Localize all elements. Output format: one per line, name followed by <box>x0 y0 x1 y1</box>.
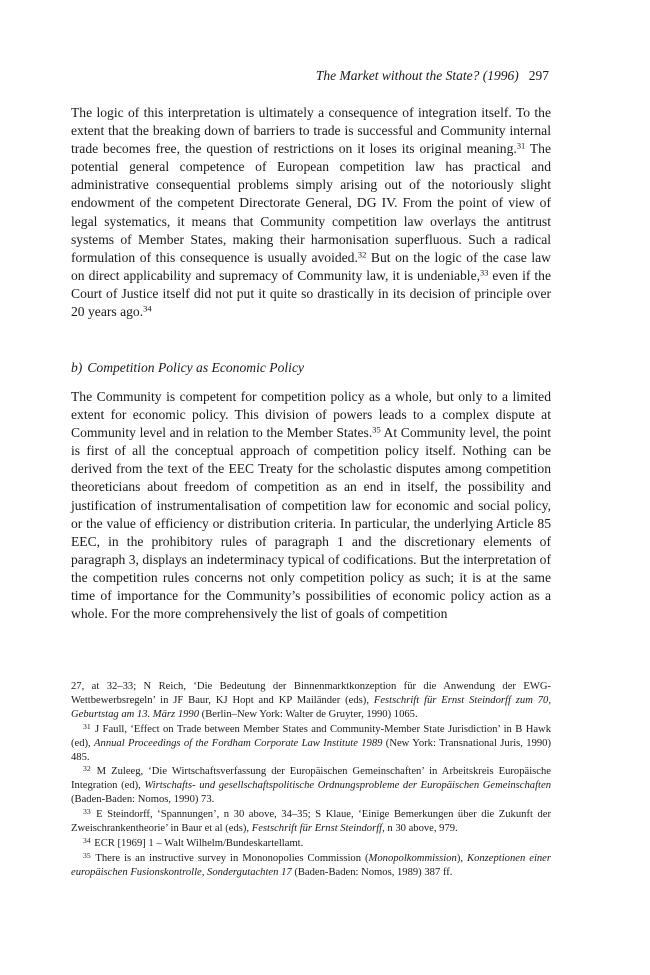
footnote-number: 35 <box>83 850 91 860</box>
footnote <box>71 837 551 851</box>
text-run: M Zuleeg, ‘Die Wirtschaftsverfassung der Europäischen Gemeinschaften’ in Arbeitskreis Europäische Integration (ed), <box>71 766 551 792</box>
body-paragraph-2 <box>71 388 551 623</box>
text-run: The logic of this interpretation is ultimately a consequence of integration itself. To the extent that the breaking down of barriers to trade is successful and Community internal trade becomes free, the question of restrictions on it loses its original meaning. <box>71 105 551 157</box>
text-run: ), <box>456 852 467 864</box>
text-run: But on the logic of the case law on direct applicability and supremacy of Community law, it is undeniable, <box>71 249 551 283</box>
page-number: 297 <box>528 68 549 83</box>
footnote <box>71 723 551 765</box>
text-run: , n 30 above, 979. <box>382 823 458 835</box>
footnote-number: 33 <box>83 807 91 817</box>
italic-citation: Monopolkommission <box>368 852 457 864</box>
footnote <box>71 852 551 880</box>
section-title: Competition Policy as Economic Policy <box>87 360 305 375</box>
text-run: (Berlin–New York: Walter de Gruyter, 1990) 1065. <box>199 708 418 720</box>
footnote-ref: 33 <box>480 267 489 278</box>
running-head <box>316 68 549 84</box>
italic-citation: Konzeptionen einer europäischen Fusionskontrolle, Sondergutachten 17 <box>71 852 552 878</box>
footnote <box>71 765 551 807</box>
text-run: At Community level, the point is first of all the conceptual approach of competition policy itself. Nothing can be derived from the text of the EEC Treaty for the scholastic disputes among competition theoreticians about freedom of competition as an end in itself, the possibility and justification of instrumentalisation of competition law for economic and social policy, or the value of efficiency or distribution criteria. In particular, the underlying Article 85 EEC, in the prohibitory rules of paragraph 1 and the discretionary elements of paragraph 3, displays an indeterminacy typical of codifications. But the interpretation of the competition rules concerns not only competition policy as such; it is at the same time of importance for the Community’s possibilities of economic policy action as a whole. For the more comprehensively the list of goals of competition <box>71 425 551 622</box>
footnote-number: 34 <box>83 835 91 845</box>
running-head-title: The Market without the State? (1996) <box>315 68 519 83</box>
text-run: even if the Court of Justice itself did not put it quite so drastically in its decision of principle over 20 years ago. <box>71 267 551 320</box>
footnote-ref: 35 <box>372 424 381 435</box>
text-run: The potential general competence of European competition law has practical and administrative consequential problems simply arising out of the notoriously slight endowment of the competent Directorate General, DG IV. From the point of view of legal systematics, it means that Community competition law overlays the antitrust systems of Member States, making their harmonisation superfluous. Such a radical formulation of this consequence is usually avoided. <box>71 141 551 265</box>
text-run: The Community is competent for competition policy as a whole, but only to a limited extent for economic policy. This division of powers leads to a complex dispute at Community level and in relation to the Member States. <box>71 389 551 441</box>
footnote-ref: 34 <box>143 303 152 314</box>
footnote-ref: 32 <box>357 249 367 260</box>
body-paragraph-1 <box>71 104 551 321</box>
text-run: There is an instructive survey in Mononopolies Commission ( <box>91 852 369 864</box>
footnotes <box>71 680 551 880</box>
text-run: (Baden-Baden: Nomos, 1989) 387 ff. <box>291 866 453 878</box>
italic-citation: Festschrift für Ernst Steindorff <box>251 823 383 835</box>
section-letter: b) <box>71 360 83 375</box>
text-run: ECR [1969] 1 – Walt Wilhelm/Bundeskartellamt. <box>91 837 304 849</box>
italic-citation: Wirtschafts- und gesellschaftspolitische Ordnungsprobleme der Europäischen Gemeinschaften <box>144 780 551 792</box>
footnote-number: 31 <box>83 721 91 731</box>
text-run: (New York: Transnational Juris, 1990) 485. <box>71 737 551 763</box>
footnote <box>71 680 551 722</box>
footnote-ref: 31 <box>516 140 526 151</box>
footnote-number: 32 <box>83 764 91 774</box>
text-run: (Baden-Baden: Nomos, 1990) 73. <box>71 794 215 806</box>
footnote <box>71 808 551 836</box>
text-run: 27, at 32–33; N Reich, ‘Die Bedeutung der Binnenmarktkonzeption für die Anwendung der EWG-Wettbewerbsregeln’ in JF Baur, KJ Hopt and KP Mailänder (eds), <box>71 681 551 706</box>
italic-citation: Festschrift für Ernst Steindorff zum 70, Geburtstag am 13. März 1990 <box>71 694 551 720</box>
italic-citation: Annual Proceedings of the Fordham Corporate Law Institute 1989 <box>94 737 383 749</box>
text-run: E Steindorff, ‘Spannungen’, n 30 above, 34–35; S Klaue, ‘Einige Bemerkungen über die Zukunft der Zweischrankentheorie’ in Baur et al (eds), <box>71 809 551 835</box>
section-heading <box>71 360 304 376</box>
text-run: J Faull, ‘Effect on Trade between Member States and Community-Member State Jurisdiction’ in B Hawk (ed), <box>71 723 551 749</box>
